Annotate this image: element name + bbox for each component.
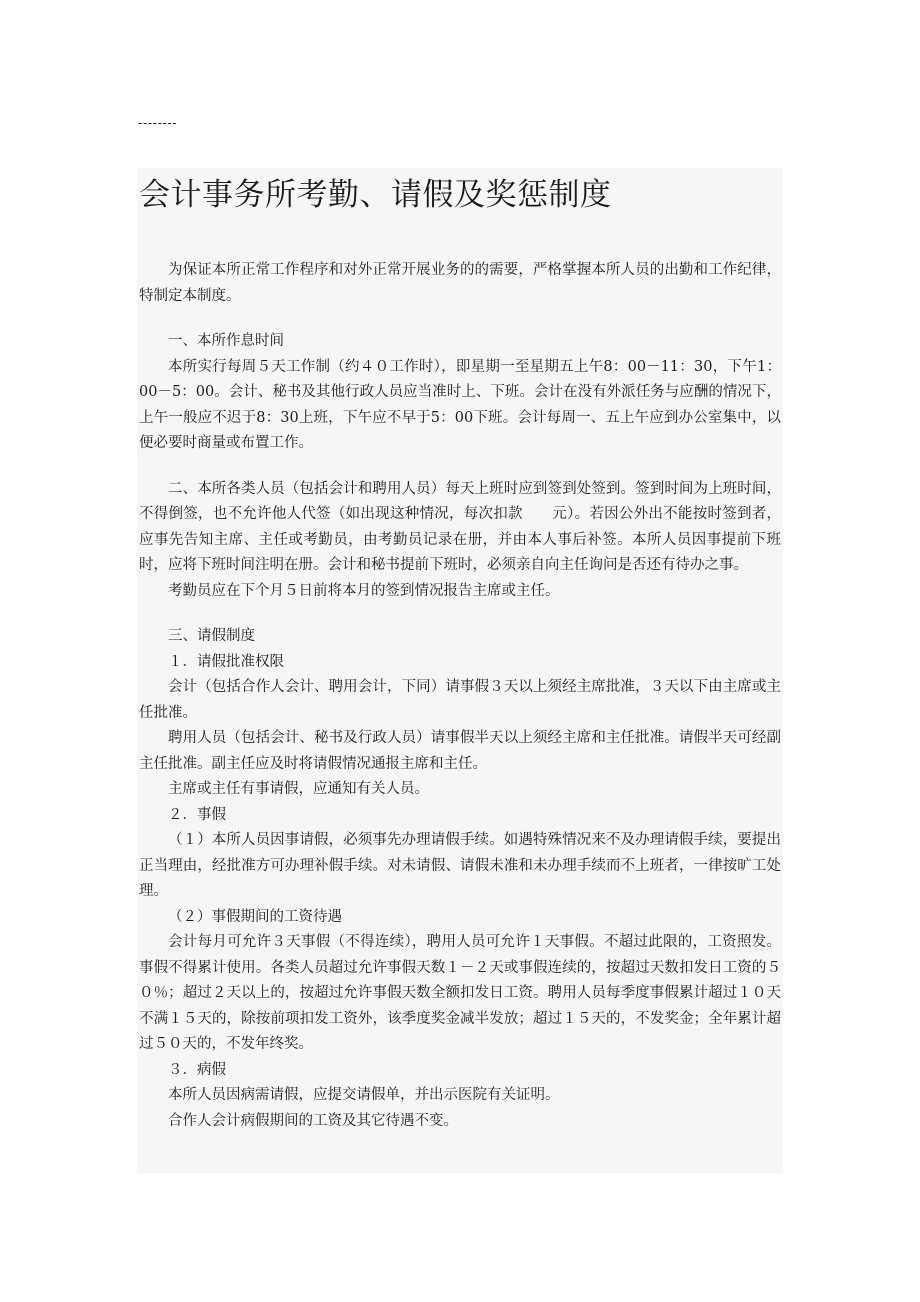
subheading-personal-leave: ２．事假 xyxy=(168,806,226,823)
staff-leave-paragraph: 聘用人员（包括会计、秘书及行政人员）请事假半天以上须经主席和主任批准。请假半天可经副主任批准。副主任应及时将请假情况通报主席和主任。 xyxy=(139,730,781,772)
partner-sick-leave-paragraph: 合作人会计病假期间的工资及其它待遇不变。 xyxy=(168,1112,458,1129)
attendance-report-paragraph: 考勤员应在下个月５日前将本月的签到情况报告主席或主任。 xyxy=(168,582,560,599)
section-heading-work-hours: 一、本所作息时间 xyxy=(168,333,284,349)
subheading-leave-pay: （２）事假期间的工资待遇 xyxy=(168,908,342,925)
sick-leave-paragraph: 本所人员因病需请假，应提交请假单，并出示医院有关证明。 xyxy=(168,1087,560,1103)
accountant-leave-paragraph: 会计（包括合作人会计、聘用会计，下同）请事假３天以上须经主席批准，３天以下由主席或主任批准。 xyxy=(139,679,781,721)
document-body xyxy=(139,258,781,1134)
work-hours-paragraph: 本所实行每周５天工作制（约４０工作时），即星期一至星期五上午8：00－11：30，下午1：00－5：00。会计、秘书及其他行政人员应当准时上、下班。会计在没有外派任务与应酬的情况下，上午一般应不迟于8：30上班，下午应不早于5：00下班。会计每周一、五上午应到办公室集中，以便必要时商量或布置工作。 xyxy=(139,358,781,451)
subheading-sick-leave: ３．病假 xyxy=(168,1061,226,1078)
section-heading-leave: 三、请假制度 xyxy=(168,628,255,644)
leave-pay-paragraph: 会计每月可允许３天事假（不得连续），聘用人员可允许１天事假。不超过此限的，工资照发。事假不得累计使用。各类人员超过允许事假天数１－２天或事假连续的，按超过天数扣发日工资的５０％；超过２天以上的，按超过允许事假天数全额扣发日工资。聘用人员每季度事假累计超过１０天不满１５天的，除按前项扣发工资外，该季度奖金减半发放；超过１５天的，不发奖金；全年累计超过５０天的，不发年终奖。 xyxy=(139,934,781,1052)
header-dashes: -------- xyxy=(138,116,178,131)
intro-paragraph: 为保证本所正常工作程序和对外正常开展业务的的需要，严格掌握本所人员的出勤和工作纪律，特制定本制度。 xyxy=(139,262,781,304)
sign-in-paragraph: 二、本所各类人员（包括会计和聘用人员）每天上班时应到签到处签到。签到时间为上班时间，不得倒签，也不允许他人代签（如出现这种情况，每次扣款 元）。若因公外出不能按时签到者，应事先告知主席、主任或考勤员，由考勤员记录在册，并由本人事后补签。本所人员因事提前下班时，应将下班时间注明在册。会计和秘书提前下班时，必须亲自向主任询问是否还有待办之事。 xyxy=(139,480,781,573)
director-leave-paragraph: 主席或主任有事请假，应通知有关人员。 xyxy=(168,781,429,797)
document-title: 会计事务所考勤、请假及奖惩制度 xyxy=(139,177,612,213)
personal-leave-procedure-paragraph: （１）本所人员因事请假，必须事先办理请假手续。如遇特殊情况来不及办理请假手续，要提出正当理由，经批准方可办理补假手续。对未请假、请假未准和未办理手续而不上班者，一律按旷工处理。 xyxy=(139,832,781,899)
subheading-approval: １．请假批准权限 xyxy=(168,653,284,670)
